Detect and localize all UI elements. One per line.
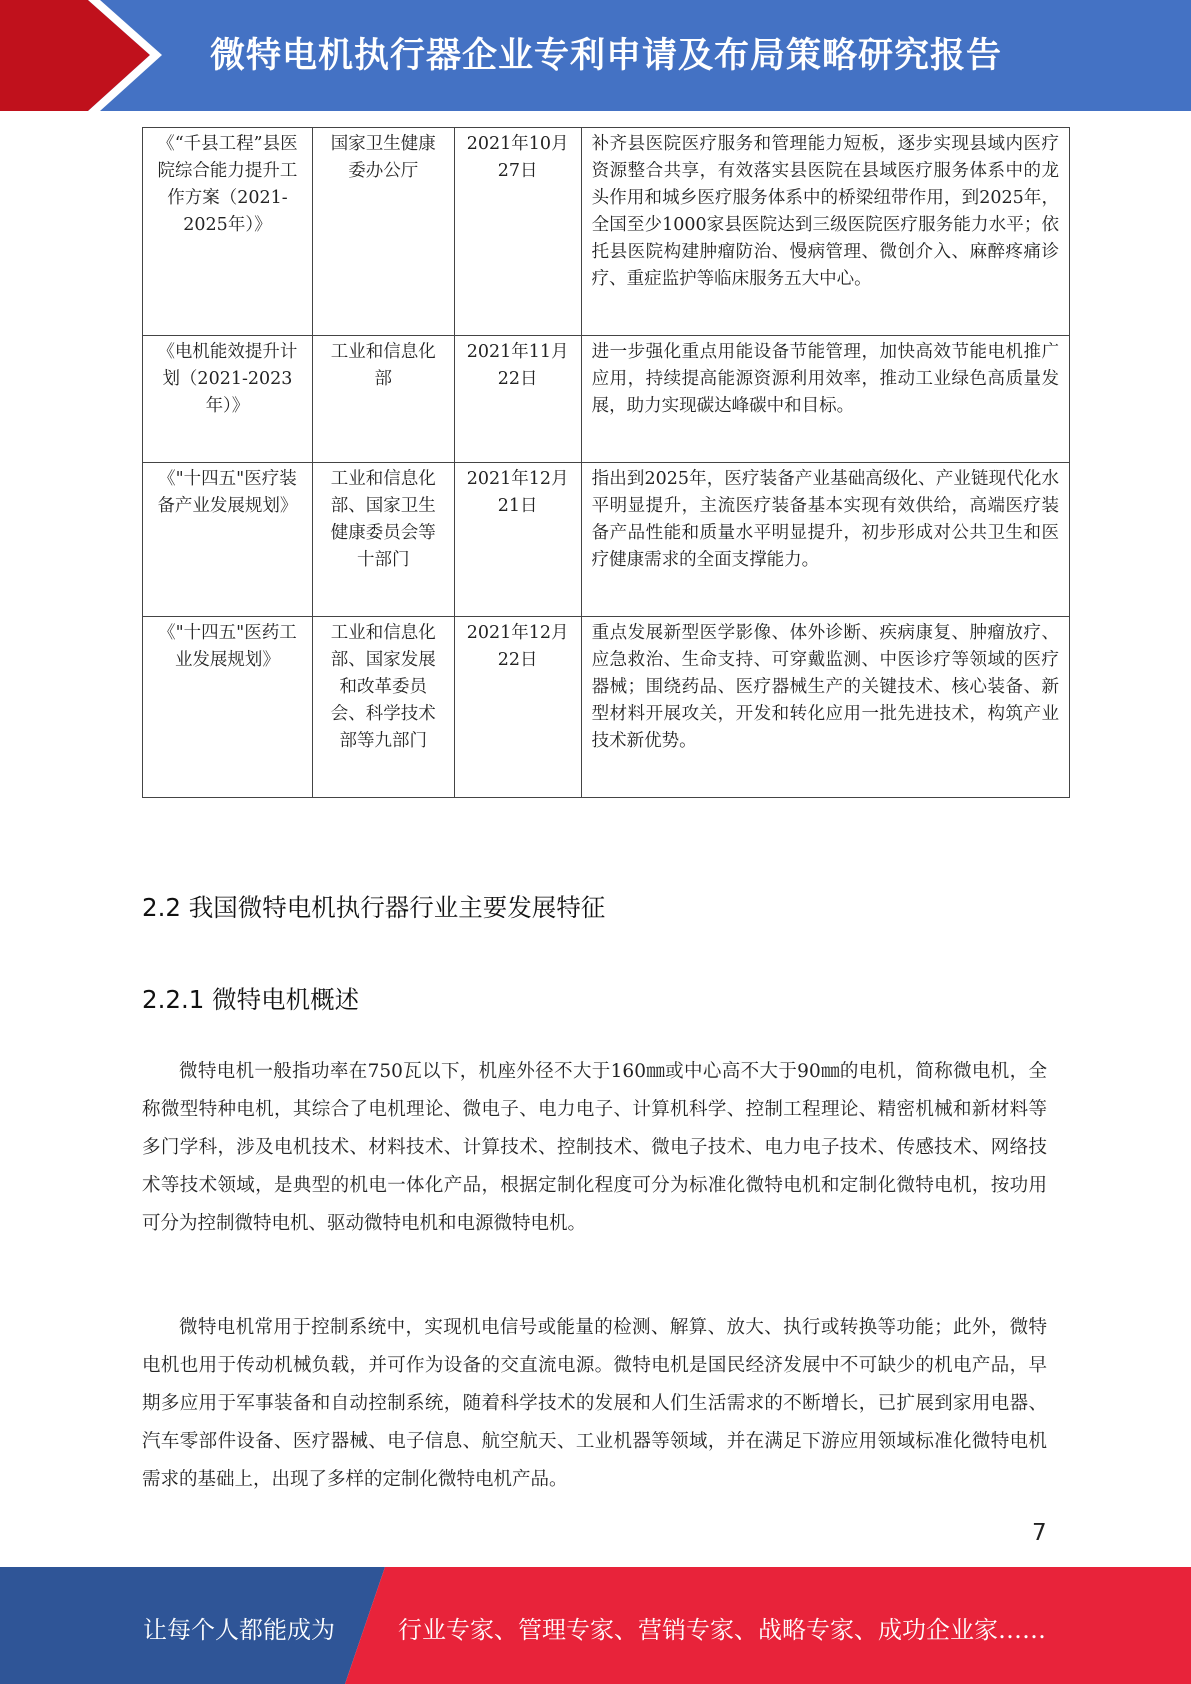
policy-content: 补齐县医院医疗服务和管理能力短板，逐步实现县域内医疗资源整合共享，有效落实县医院在县域医疗服务体系中的龙头作用和城乡医疗服务体系中的桥梁纽带作用，到2025年，全国至少1000家县医院达到三级医院医疗服务能力水平；依托县医院构建肿瘤防治、慢病管理、微创介入、麻醉疼痛诊疗、重症监护等临床服务五大中心。 <box>581 128 1069 336</box>
issue-date: 2021年12月22日 <box>454 617 581 798</box>
body-paragraph: 微特电机一般指功率在750瓦以下，机座外径不大于160㎜或中心高不大于90㎜的电机，简称微电机，全称微型特种电机，其综合了电机理论、微电子、电力电子、计算机科学、控制工程理论、精密机械和新材料等多门学科，涉及电机技术、材料技术、计算技术、控制技术、微电子技术、电力电子技术、传感技术、网络技术等技术领域，是典型的机电一体化产品，根据定制化程度可分为标准化微特电机和定制化微特电机，按功用可分为控制微特电机、驱动微特电机和电源微特电机。 <box>142 1061 1047 1234</box>
policy-name: 《“千县工程”县医院综合能力提升工作方案（2021-2025年）》 <box>143 128 313 336</box>
table-row <box>143 463 1070 617</box>
table-row <box>143 336 1070 463</box>
policy-content: 重点发展新型医学影像、体外诊断、疾病康复、肿瘤放疗、应急救治、生命支持、可穿戴监测、中医诊疗等领域的医疗器械；围绕药品、医疗器械生产的关键技术、核心装备、新型材料开展攻关，开发和转化应用一批先进技术，构筑产业技术新优势。 <box>581 617 1069 798</box>
page-number: 7 <box>1032 1520 1047 1546</box>
policy-name: 《"十四五"医疗装备产业发展规划》 <box>143 463 313 617</box>
policy-content: 进一步强化重点用能设备节能管理，加快高效节能电机推广应用，持续提高能源资源利用效率，推动工业绿色高质量发展，助力实现碳达峰碳中和目标。 <box>581 336 1069 463</box>
table-row <box>143 128 1070 336</box>
footer-slogan-right: 行业专家、管理专家、营销专家、战略专家、成功企业家…… <box>398 1616 1046 1644</box>
policy-name: 《电机能效提升计划（2021-2023年）》 <box>143 336 313 463</box>
table-row <box>143 617 1070 798</box>
issue-date: 2021年12月21日 <box>454 463 581 617</box>
policy-content: 指出到2025年，医疗装备产业基础高级化、产业链现代化水平明显提升，主流医疗装备基本实现有效供给，高端医疗装备产品性能和质量水平明显提升，初步形成对公共卫生和医疗健康需求的全面支撑能力。 <box>581 463 1069 617</box>
policy-table <box>142 127 1070 798</box>
report-title: 微特电机执行器企业专利申请及布局策略研究报告 <box>210 36 1003 76</box>
body-paragraph: 微特电机常用于控制系统中，实现机电信号或能量的检测、解算、放大、执行或转换等功能；此外，微特电机也用于传动机械负载，并可作为设备的交直流电源。微特电机是国民经济发展中不可缺少的机电产品，早期多应用于军事装备和自动控制系统，随着科学技术的发展和人们生活需求的不断增长，已扩展到家用电器、汽车零部件设备、医疗器械、电子信息、航空航天、工业机器等领域，并在满足下游应用领域标准化微特电机需求的基础上，出现了多样的定制化微特电机产品。 <box>142 1317 1047 1490</box>
issuing-department: 工业和信息化部 <box>312 336 454 463</box>
issuing-department: 工业和信息化部、国家卫生健康委员会等十部门 <box>312 463 454 617</box>
section-heading: 2.2 我国微特电机执行器行业主要发展特征 <box>142 893 606 922</box>
page-footer <box>0 1567 1191 1684</box>
policy-name: 《"十四五"医药工业发展规划》 <box>143 617 313 798</box>
issue-date: 2021年11月22日 <box>454 336 581 463</box>
page-header <box>0 0 1191 111</box>
issuing-department: 工业和信息化部、国家发展和改革委员会、科学技术部等九部门 <box>312 617 454 798</box>
issue-date: 2021年10月27日 <box>454 128 581 336</box>
footer-slogan-left: 让每个人都能成为 <box>143 1616 335 1644</box>
subsection-heading: 2.2.1 微特电机概述 <box>142 985 360 1014</box>
issuing-department: 国家卫生健康委办公厅 <box>312 128 454 336</box>
